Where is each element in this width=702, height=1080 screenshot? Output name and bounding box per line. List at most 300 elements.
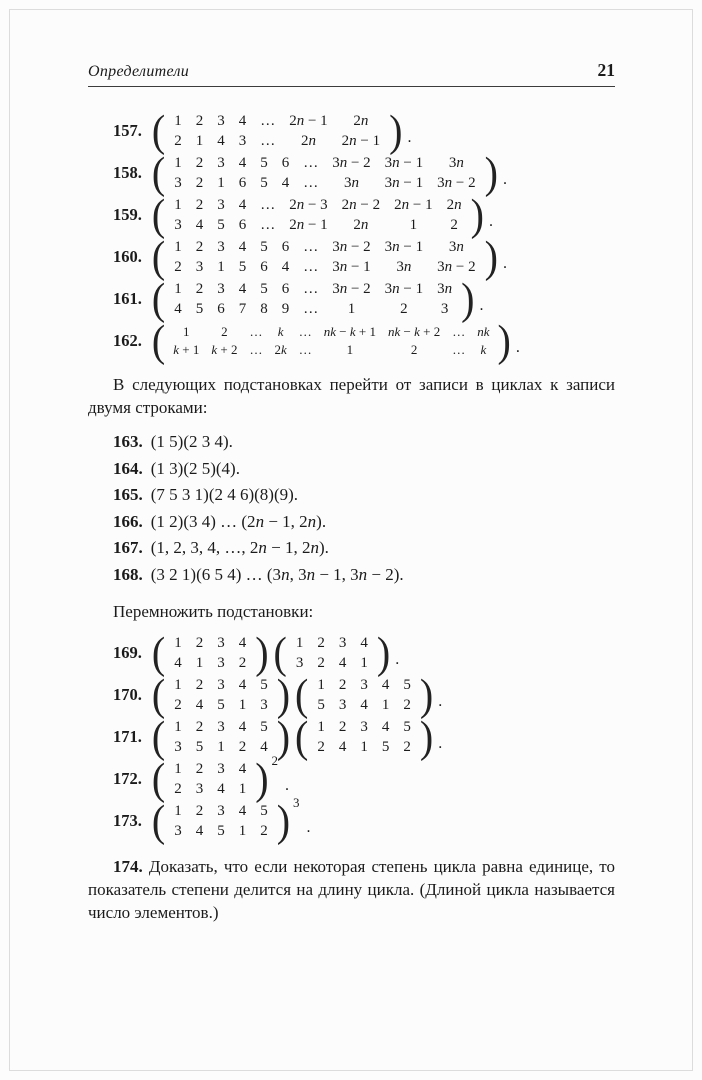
matrix-column <box>388 323 440 359</box>
matrix-column <box>260 111 275 151</box>
matrix-column <box>174 801 182 841</box>
right-paren-icon: ) <box>255 753 269 804</box>
matrix-cell-bottom: 1 <box>238 823 247 839</box>
permutation-matrix <box>151 147 498 198</box>
matrix-cell-bottom: 3 <box>238 133 247 149</box>
content-flow <box>88 105 615 924</box>
matrix-column <box>260 675 268 715</box>
matrix-cell-bottom: 2 <box>260 823 268 839</box>
matrix-column <box>239 759 247 799</box>
matrix-column <box>394 195 432 235</box>
matrix-cell-bottom: 2 <box>238 739 247 755</box>
matrix-cell-top: 2n <box>446 197 462 213</box>
matrix-cell-top: 3 <box>360 677 368 693</box>
instruction-paragraph: В следующих подстановках перейти от записи в циклах к записи двумя строками: <box>88 375 615 417</box>
matrix-cell-bottom: 2n <box>353 217 369 233</box>
matrix-column <box>260 717 268 757</box>
matrix-cell-bottom: 4 <box>195 217 204 233</box>
matrix-columns <box>165 111 389 151</box>
matrix-column <box>196 153 204 193</box>
matrix-cell-top: 1 <box>174 803 182 819</box>
problem-number: 159. <box>113 205 142 224</box>
left-paren-icon: ( <box>151 273 166 324</box>
matrix-cell-bottom: 4 <box>195 823 204 839</box>
left-paren-icon: ( <box>151 105 166 156</box>
matrix-cell-bottom: 1 <box>217 259 225 275</box>
problem-157 <box>88 105 615 156</box>
left-paren-icon: ( <box>151 795 166 846</box>
matrix-column <box>196 279 204 319</box>
matrix-column <box>437 237 475 277</box>
matrix-cell-bottom: 5 <box>195 301 204 317</box>
matrix-column <box>217 801 225 841</box>
matrix-cell-bottom: 1 <box>360 655 368 671</box>
page-content <box>88 60 615 934</box>
matrix-column <box>217 111 225 151</box>
trailing-period: . <box>502 255 507 272</box>
matrix-column <box>437 279 452 319</box>
matrix-column <box>447 195 462 235</box>
problem-number: 164. <box>113 458 143 478</box>
matrix-cell-bottom: k + 2 <box>211 342 238 357</box>
matrix-cell-top: 5 <box>260 719 268 735</box>
matrix-cell-top: 1 <box>174 113 182 129</box>
permutation-matrix <box>151 231 498 282</box>
problem-number: 163. <box>113 432 143 451</box>
problem-174: 174. Доказать, что если некоторая степень цикла равна единице, то показатель степени делится на длину цикла. (Длиной цикла называется число элементов.) <box>88 857 615 922</box>
matrix-cell-bottom: 3n − 1 <box>384 175 424 191</box>
matrix-column <box>303 153 318 193</box>
matrix-column <box>299 323 312 359</box>
matrix-cell-top: 2 <box>195 197 204 213</box>
matrix-cell-bottom: 2n <box>300 133 316 149</box>
matrix-column <box>289 111 327 151</box>
matrix-cell-top: 4 <box>238 677 247 693</box>
matrix-cell-top: 4 <box>381 677 390 693</box>
matrix-cell-bottom: 3 <box>440 301 449 317</box>
matrix-cell-bottom: 2n − 1 <box>341 133 381 149</box>
matrix-cell-bottom: 3 <box>295 655 304 671</box>
matrix-column <box>217 675 225 715</box>
problem-166 <box>88 509 615 536</box>
permutation-matrix <box>151 105 403 156</box>
trailing-period: . <box>306 819 311 836</box>
matrix-cell-bottom: 1 <box>195 655 204 671</box>
matrix-cell-bottom: 3 <box>174 217 182 233</box>
matrix-column <box>196 801 204 841</box>
matrix-cell-bottom: 1 <box>195 133 204 149</box>
matrix-column <box>239 717 247 757</box>
problem-number: 169. <box>113 643 142 662</box>
right-paren-icon: ) <box>497 315 511 366</box>
matrix-cell-top: 3 <box>217 197 225 213</box>
right-paren-icon: ) <box>276 795 291 846</box>
problem-160 <box>88 231 615 282</box>
matrix-column <box>174 279 182 319</box>
matrix-cell-bottom: 6 <box>260 259 268 275</box>
matrix-column <box>282 237 290 277</box>
matrix-cell-bottom: 2 <box>317 655 325 671</box>
matrix-cell-bottom: 3 <box>217 655 225 671</box>
left-paren-icon: ( <box>151 753 166 804</box>
matrix-cell-top: … <box>452 324 466 339</box>
matrix-columns <box>287 633 377 673</box>
matrix-cell-top: 2 <box>338 719 347 735</box>
problem-165 <box>88 482 615 509</box>
matrix-cell-bottom: 2 <box>195 175 204 191</box>
matrix-column <box>239 633 247 673</box>
matrix-column <box>174 111 182 151</box>
matrix-column <box>173 323 199 359</box>
matrix-cell-bottom: … <box>260 217 276 233</box>
matrix-cell-top: 5 <box>260 155 268 171</box>
right-paren-icon: ) <box>376 627 391 678</box>
matrix-cell-top: 6 <box>281 155 290 171</box>
problem-159 <box>88 189 615 240</box>
matrix-cell-top: 2 <box>195 635 204 651</box>
matrix-column <box>239 237 247 277</box>
matrix-cell-bottom: 4 <box>217 133 225 149</box>
matrix-cell-top: 5 <box>260 239 268 255</box>
matrix-cell-bottom: 1 <box>347 301 356 317</box>
running-header <box>88 60 615 87</box>
matrix-column <box>289 195 327 235</box>
matrix-column <box>217 279 225 319</box>
matrix-cell-bottom: 6 <box>238 217 247 233</box>
left-paren-icon: ( <box>151 669 166 720</box>
matrix-column <box>217 237 225 277</box>
matrix-cell-bottom: 3 <box>174 175 182 191</box>
matrix-cell-bottom: … <box>249 342 263 357</box>
problem-number: 160. <box>113 247 142 266</box>
matrix-cell-top: … <box>303 281 319 297</box>
matrix-column <box>174 759 182 799</box>
matrix-column <box>403 717 411 757</box>
matrix-column <box>360 717 368 757</box>
matrix-column <box>360 633 368 673</box>
matrix-cell-bottom: 1 <box>217 739 225 755</box>
matrix-column <box>196 675 204 715</box>
matrix-column <box>332 153 370 193</box>
problem-number: 168. <box>113 564 143 584</box>
matrix-cell-top: nk − k + 1 <box>323 324 376 339</box>
matrix-cell-bottom: 1 <box>346 342 354 357</box>
matrix-column <box>385 279 423 319</box>
matrix-columns <box>165 153 484 193</box>
matrix-cell-bottom: 2 <box>410 342 418 357</box>
matrix-cell-top: 3 <box>217 635 225 651</box>
matrix-column <box>174 675 182 715</box>
matrix-cell-top: 5 <box>403 719 411 735</box>
trailing-period: . <box>502 171 507 188</box>
matrix-cell-bottom: 1 <box>409 217 418 233</box>
matrix-cell-bottom: 2 <box>317 739 325 755</box>
matrix-cell-bottom: 1 <box>381 697 390 713</box>
right-paren-icon: ) <box>484 231 498 282</box>
matrix-cell-bottom: 3n <box>343 175 359 191</box>
matrix-cell-bottom: 1 <box>217 175 225 191</box>
problem-number: 157. <box>113 121 142 140</box>
matrix-cell-bottom: 3 <box>195 259 204 275</box>
matrix-column <box>217 633 225 673</box>
right-paren-icon: ) <box>419 711 434 762</box>
matrix-column <box>282 153 290 193</box>
matrix-columns <box>165 801 277 841</box>
matrix-columns <box>165 195 470 235</box>
matrix-cell-bottom: 6 <box>217 301 225 317</box>
matrix-cell-top: 3 <box>217 803 225 819</box>
matrix-cell-bottom: k + 1 <box>173 342 200 357</box>
matrix-cell-top: … <box>260 197 276 213</box>
cycle-notation-text: (1 2)(3 4) … (2n − 1, 2n). <box>150 511 327 531</box>
problem-162 <box>88 315 615 366</box>
matrix-column <box>196 759 204 799</box>
matrix-column <box>239 195 247 235</box>
problem-161 <box>88 273 615 324</box>
matrix-cell-top: 5 <box>260 677 268 693</box>
permutation-matrix <box>151 753 280 804</box>
matrix-cell-bottom: 3 <box>260 697 268 713</box>
matrix-cell-bottom: 2 <box>174 133 182 149</box>
problem-168 <box>88 562 615 589</box>
matrix-cell-bottom: 7 <box>238 301 247 317</box>
matrix-cell-top: 6 <box>281 239 290 255</box>
matrix-cell-bottom: 4 <box>174 655 182 671</box>
matrix-column <box>196 111 204 151</box>
matrix-column <box>303 279 318 319</box>
matrix-cell-top: 1 <box>183 324 190 339</box>
matrix-cell-bottom: 4 <box>217 781 225 797</box>
matrix-column <box>317 633 325 673</box>
matrix-cell-top: 5 <box>260 281 268 297</box>
matrix-column <box>174 237 182 277</box>
matrix-cell-top: 5 <box>403 677 411 693</box>
matrix-cell-top: 4 <box>360 635 368 651</box>
matrix-column <box>339 675 347 715</box>
trailing-period: . <box>395 651 400 668</box>
matrix-column <box>239 111 247 151</box>
matrix-cell-top: 2 <box>195 803 204 819</box>
matrix-column <box>332 237 370 277</box>
left-paren-icon: ( <box>151 315 166 366</box>
permutation-matrix <box>151 273 475 324</box>
exponent: 2 <box>271 753 279 768</box>
matrix-cell-top: 1 <box>317 719 325 735</box>
matrix-cell-bottom: … <box>303 175 319 191</box>
matrix-cell-bottom: 4 <box>195 697 204 713</box>
matrix-cell-top: nk − k + 2 <box>387 324 441 339</box>
trailing-period: . <box>479 297 484 314</box>
matrix-cell-top: 2 <box>338 677 347 693</box>
matrix-column <box>174 153 182 193</box>
matrix-cell-bottom: 3 <box>195 781 204 797</box>
matrix-cell-top: 4 <box>238 197 247 213</box>
matrix-cell-bottom: 3n − 2 <box>437 259 476 275</box>
matrix-column <box>437 153 475 193</box>
matrix-cell-top: 2 <box>195 761 204 777</box>
matrix-cell-top: 2 <box>195 155 204 171</box>
trailing-period: . <box>285 777 290 794</box>
problem-163 <box>88 429 615 456</box>
matrix-cell-top: 4 <box>238 239 247 255</box>
right-paren-icon: ) <box>276 711 291 762</box>
matrix-cell-bottom: 2 <box>450 217 458 233</box>
left-paren-icon: ( <box>151 147 166 198</box>
trailing-period: . <box>407 129 412 146</box>
matrix-cell-bottom: 4 <box>174 301 182 317</box>
matrix-cell-top: 3n − 2 <box>332 281 371 297</box>
matrix-cell-bottom: 2 <box>403 739 411 755</box>
matrix-column <box>403 675 411 715</box>
matrix-cell-top: 3n − 1 <box>384 281 424 297</box>
cycle-notation-text: (1 5)(2 3 4). <box>150 432 233 451</box>
matrix-cell-bottom: 4 <box>281 259 290 275</box>
matrix-column <box>317 717 325 757</box>
page-number: 21 <box>597 60 615 80</box>
matrix-cell-top: 1 <box>174 155 182 171</box>
matrix-cell-top: 1 <box>174 719 182 735</box>
matrix-cell-bottom: 4 <box>260 739 268 755</box>
matrix-column <box>342 195 380 235</box>
right-paren-icon: ) <box>389 105 403 156</box>
problem-number: 173. <box>113 811 142 830</box>
matrix-cell-top: 3 <box>217 719 225 735</box>
matrix-column <box>217 759 225 799</box>
matrix-cell-bottom: 9 <box>281 301 290 317</box>
matrix-column <box>260 237 268 277</box>
matrix-cell-top: 2 <box>195 281 204 297</box>
matrix-cell-top: 4 <box>238 113 247 129</box>
matrix-cell-bottom: 2n − 1 <box>289 217 328 233</box>
right-paren-icon: ) <box>276 669 291 720</box>
matrix-column <box>385 153 423 193</box>
matrix-cell-bottom: … <box>452 342 466 357</box>
matrix-cell-top: 1 <box>174 761 182 777</box>
matrix-column <box>382 717 390 757</box>
matrix-cell-top: … <box>260 113 276 129</box>
matrix-cell-bottom: … <box>303 259 319 275</box>
matrix-columns <box>165 237 484 277</box>
problem-number: 167. <box>113 538 143 557</box>
matrix-column <box>260 279 268 319</box>
permutation-matrix <box>295 711 434 762</box>
matrix-cell-bottom: 2 <box>174 781 182 797</box>
matrix-cell-bottom: 4 <box>338 739 347 755</box>
matrix-cell-top: 2 <box>195 113 204 129</box>
trailing-period: . <box>515 339 520 356</box>
left-paren-icon: ( <box>273 627 287 678</box>
matrix-column <box>174 195 182 235</box>
matrix-cell-bottom: 1 <box>360 739 368 755</box>
matrix-cell-bottom: 3n <box>396 259 412 275</box>
matrix-cell-top: 1 <box>174 281 182 297</box>
matrix-cell-top: … <box>303 155 319 171</box>
matrix-cell-bottom: 2k <box>274 342 287 357</box>
matrix-cell-top: 2n − 1 <box>289 113 328 129</box>
matrix-column <box>211 323 237 359</box>
matrix-cell-bottom: 2 <box>400 301 408 317</box>
matrix-cell-bottom: … <box>303 301 319 317</box>
problem-number: 158. <box>113 163 142 182</box>
problem-172 <box>88 753 615 804</box>
matrix-cell-top: 3 <box>217 155 225 171</box>
matrix-cell-bottom: 3 <box>338 697 347 713</box>
problem-158 <box>88 147 615 198</box>
matrix-columns <box>308 675 420 715</box>
problem-170 <box>88 669 615 720</box>
matrix-cell-top: 3n <box>437 281 453 297</box>
chapter-title: Определители <box>88 63 190 80</box>
matrix-cell-bottom: 5 <box>260 175 268 191</box>
matrix-cell-top: 4 <box>238 155 247 171</box>
matrix-cell-bottom: 5 <box>381 739 390 755</box>
matrix-cell-bottom: 4 <box>360 697 368 713</box>
matrix-cell-top: 4 <box>238 635 247 651</box>
matrix-cell-top: 3n − 1 <box>384 239 424 255</box>
matrix-cell-bottom: 1 <box>238 697 247 713</box>
matrix-cell-top: 3 <box>217 677 225 693</box>
matrix-cell-top: 3 <box>217 239 225 255</box>
matrix-column <box>239 153 247 193</box>
right-paren-icon: ) <box>484 147 498 198</box>
matrix-cell-bottom: 5 <box>217 697 225 713</box>
matrix-cell-top: 1 <box>295 635 304 651</box>
left-paren-icon: ( <box>151 189 166 240</box>
matrix-columns <box>165 759 255 799</box>
matrix-cell-bottom: 2 <box>403 697 411 713</box>
matrix-cell-top: 4 <box>238 761 247 777</box>
matrix-cell-top: 3 <box>217 761 225 777</box>
matrix-column <box>217 195 225 235</box>
matrix-cell-top: … <box>249 324 263 339</box>
matrix-columns <box>165 675 277 715</box>
matrix-cell-top: 3n <box>448 239 464 255</box>
matrix-column <box>382 675 390 715</box>
trailing-period: . <box>438 735 443 752</box>
matrix-columns <box>165 323 497 359</box>
permutation-matrix <box>151 189 484 240</box>
permutation-matrix <box>151 795 302 846</box>
matrix-cell-top: 5 <box>260 803 268 819</box>
permutation-matrix <box>295 669 434 720</box>
problem-number: 165. <box>113 485 143 504</box>
matrix-column <box>260 195 275 235</box>
matrix-cell-top: 3n − 2 <box>332 239 371 255</box>
matrix-column <box>217 717 225 757</box>
matrix-column <box>332 279 370 319</box>
matrix-column <box>239 279 247 319</box>
matrix-column <box>477 323 489 359</box>
cycle-notation-text: (1, 2, 3, 4, …, 2n − 1, 2n). <box>150 538 329 557</box>
matrix-column <box>342 111 380 151</box>
matrix-column <box>239 675 247 715</box>
matrix-cell-top: 3n − 1 <box>384 155 424 171</box>
right-paren-icon: ) <box>419 669 434 720</box>
matrix-cell-bottom: 6 <box>238 175 247 191</box>
permutation-matrix <box>151 315 511 366</box>
problem-164 <box>88 456 615 483</box>
matrix-column <box>339 717 347 757</box>
matrix-column <box>239 801 247 841</box>
matrix-columns <box>165 279 461 319</box>
permutation-matrix <box>273 627 391 678</box>
left-paren-icon: ( <box>151 231 166 282</box>
matrix-column <box>282 279 290 319</box>
cycle-notation-text: (3 2 1)(6 5 4) … (3n, 3n − 1, 3n − 2). <box>150 564 404 584</box>
matrix-cell-top: 2n − 3 <box>289 197 328 213</box>
matrix-column <box>260 801 268 841</box>
problem-number: 174. <box>113 857 143 876</box>
